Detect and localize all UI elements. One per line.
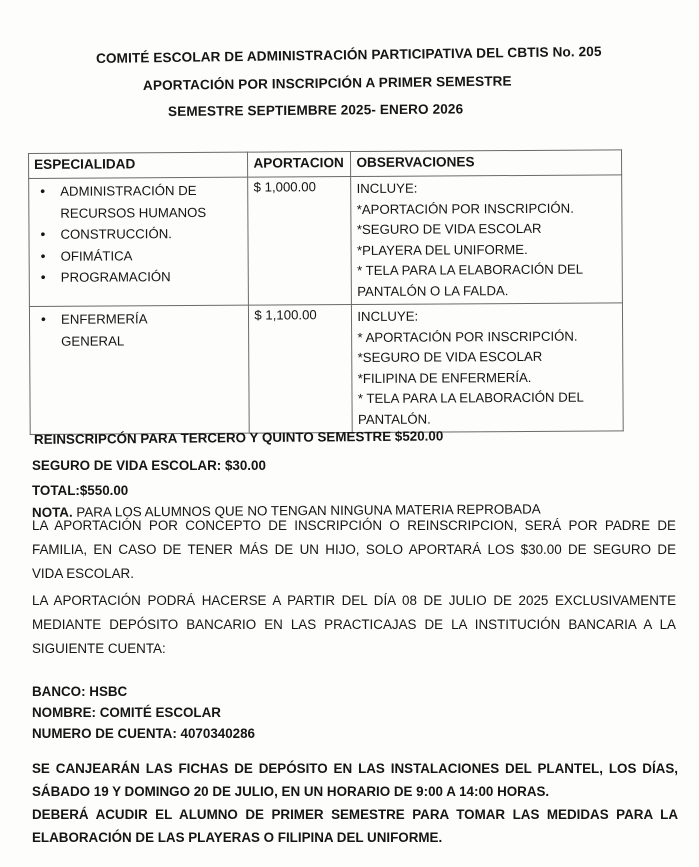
nota-label: NOTA. [31, 504, 73, 520]
observacion-line: *PLAYERA DEL UNIFORME. [356, 241, 528, 258]
observacion-line: INCLUYE: [357, 308, 419, 324]
list-item: • ADMINISTRACIÓN DE RECURSOS HUMANOS [60, 180, 243, 224]
observaciones-cell [351, 175, 622, 305]
aportacion-cell: $ 1,100.00 [249, 305, 353, 434]
observacion-line: * APORTACIÓN POR INSCRIPCIÓN. [357, 328, 578, 345]
observacion-line: PANTALÓN. [357, 411, 431, 427]
table-header-row [29, 150, 622, 179]
paragraph-line: SÁBADO 19 Y DOMINGO 20 DE JULIO, EN UN HORARIO DE 9:00 A 14:00 HORAS. [32, 784, 550, 799]
nota-text: PARA LOS ALUMNOS QUE NO TENGAN NINGUNA MATERIA REPROBADA [72, 501, 541, 520]
paragraph-line: SE CANJEARÁN LAS FICHAS DE DEPÓSITO EN LAS INSTALACIONES DEL PLANTEL, LOS DÍAS, [32, 761, 678, 776]
observacion-line: * TELA PARA LA ELABORACIÓN DEL [357, 261, 584, 278]
observacion-line: *SEGURO DE VIDA ESCOLAR [357, 348, 543, 365]
observacion-line: *APORTACIÓN POR INSCRIPCIÓN. [356, 200, 574, 217]
list-item: • PROGRAMACIÓN [61, 266, 244, 289]
fees-table [28, 149, 624, 435]
observacion-line: PANTALÓN O LA FALDA. [357, 282, 509, 299]
paragraph-line: DEBERÁ ACUDIR EL ALUMNO DE PRIMER SEMESTRE PARA TOMAR LAS MEDIDAS PARA LA [32, 807, 678, 822]
column-header-observaciones: OBSERVACIONES [351, 150, 622, 177]
document-subtitle: APORTACIÓN POR INSCRIPCIÓN A PRIMER SEMESTRE [142, 73, 512, 93]
column-header-aportacion: APORTACION [248, 152, 351, 178]
paragraph-line: VIDA ESCOLAR. [32, 566, 134, 581]
bank-name: BANCO: HSBC [32, 684, 128, 699]
paragraph-line: LA APORTACIÓN POR CONCEPTO DE INSCRIPCIÓN O REINSCRIPCION, SERÁ POR PADRE DE [32, 518, 676, 533]
observacion-line: *FILIPINA DE ENFERMERÍA. [357, 369, 532, 386]
table-row [29, 175, 623, 307]
paragraph-aportacion-padre [32, 514, 676, 586]
observaciones-cell [352, 303, 623, 433]
paragraph-canje [32, 757, 678, 849]
observacion-line: *SEGURO DE VIDA ESCOLAR [356, 220, 542, 237]
especialidad-cell [29, 177, 249, 306]
observacion-line: * TELA PARA LA ELABORACIÓN DEL [357, 389, 584, 406]
reinscripcion-fee: REINSCRIPCÓN PARA TERCERO Y QUINTO SEMESTRE $520.00 [33, 428, 444, 447]
especialidad-list [35, 308, 191, 352]
seguro-fee: SEGURO DE VIDA ESCOLAR: $30.00 [32, 458, 266, 473]
paragraph-deposito [32, 589, 676, 661]
account-holder: NOMBRE: COMITÉ ESCOLAR [32, 705, 221, 720]
account-number: NUMERO DE CUENTA: 4070340286 [32, 726, 256, 741]
table-row [29, 303, 623, 435]
observacion-line: INCLUYE: [356, 180, 418, 196]
document-title: COMITÉ ESCOLAR DE ADMINISTRACIÓN PARTICIPATIVA DEL CBTIS No. 205 [95, 43, 602, 66]
paragraph-line: ELABORACIÓN DE LAS PLAYERAS O FILIPINA DEL UNIFORME. [32, 830, 443, 845]
column-header-especialidad: ESPECIALIDAD [29, 152, 249, 178]
list-item: • OFIMÁTICA [61, 244, 244, 267]
especialidad-cell [29, 305, 249, 434]
paragraph-line: SIGUIENTE CUENTA: [32, 641, 166, 656]
paragraph-line: MEDIANTE DEPÓSITO BANCARIO EN LAS PRACTICAJAS DE LA INSTITUCIÓN BANCARIA A LA [32, 617, 676, 632]
total-fee: TOTAL:$550.00 [32, 483, 129, 498]
list-item: • ENFERMERÍA GENERAL [61, 308, 191, 352]
list-item: • CONSTRUCCIÓN. [60, 223, 243, 246]
paragraph-line: FAMILIA, EN CASO DE TENER MÁS DE UN HIJO, SOLO APORTARÁ LOS $30.00 DE SEGURO DE [32, 542, 676, 557]
aportacion-cell: $ 1,000.00 [248, 177, 352, 306]
semester-period: SEMESTRE SEPTIEMBRE 2025- ENERO 2026 [167, 101, 464, 119]
paragraph-line: LA APORTACIÓN PODRÁ HACERSE A PARTIR DEL DÍA 08 DE JULIO DE 2025 EXCLUSIVAMENTE [32, 593, 676, 608]
especialidad-list [34, 180, 243, 289]
